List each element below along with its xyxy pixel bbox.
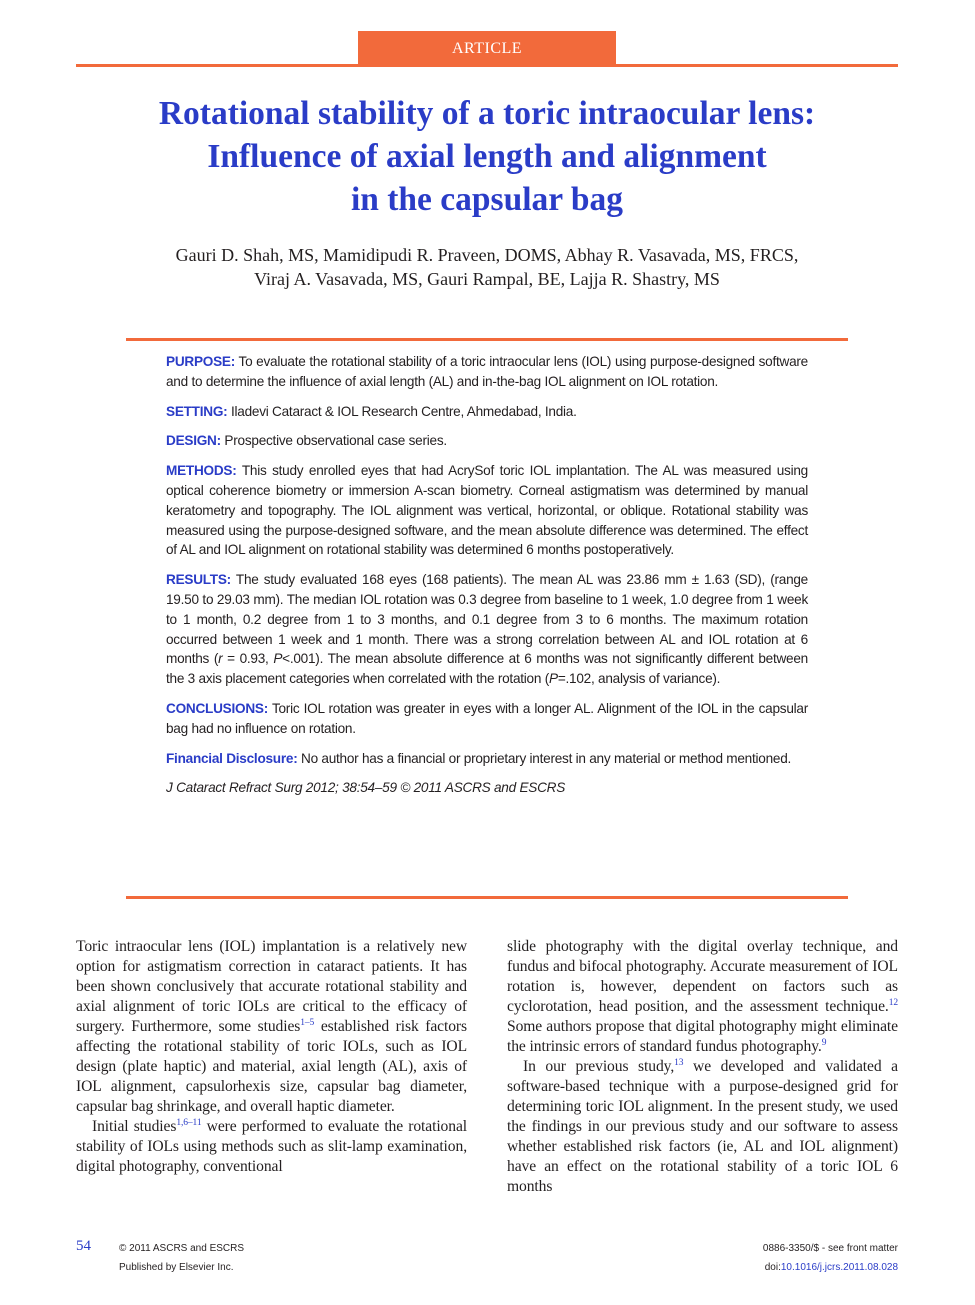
abstract-top-rule — [126, 338, 848, 341]
author-list — [76, 243, 898, 291]
reference-link[interactable]: 9 — [821, 1038, 827, 1048]
body-text: slide photography with the digital overlay technique, and fundus and bifocal photography. Accurate measurement of IOL rotation is, however, dependent on factors such as cyclorotation, head position, and the assessment technique. — [507, 938, 898, 1015]
abstract-citation: J Cataract Refract Surg 2012; 38:54–59 © 2011 ASCRS and ESCRS — [166, 780, 566, 796]
purpose-label: PURPOSE: — [166, 354, 236, 369]
disclosure-label: Financial Disclosure: — [166, 750, 298, 766]
header-rule — [76, 64, 898, 67]
title-line-2: Influence of axial length and alignment — [207, 138, 767, 175]
body-paragraph — [507, 1057, 898, 1197]
body-text: were performed to evaluate the rotational stability of IOLs using methods such as slit-lamp examination, digital photography, conventional — [76, 1118, 467, 1175]
abstract-setting — [166, 402, 808, 422]
abstract-disclosure — [166, 749, 808, 769]
reference-link[interactable]: 13 — [674, 1058, 684, 1068]
setting-label: SETTING: — [166, 403, 228, 419]
disclosure-text: No author has a financial or proprietary interest in any material or method mentioned. — [297, 750, 792, 766]
conclusions-text: Toric IOL rotation was greater in eyes with a longer AL. Alignment of the IOL in the capsular bag had no influence on rotation. — [166, 700, 808, 736]
results-text-4: =.102, analysis of variance). — [557, 671, 721, 687]
results-r-symbol: r — [218, 651, 223, 667]
results-p-symbol: P — [273, 651, 283, 667]
body-paragraph — [507, 937, 898, 1057]
footer-copyright: © 2011 ASCRS and ESCRS — [119, 1243, 245, 1254]
abstract-bottom-rule — [126, 896, 848, 899]
reference-link[interactable]: 12 — [888, 998, 898, 1008]
footer-publisher: Published by Elsevier Inc. — [119, 1262, 234, 1273]
body-text: Toric intraocular lens (IOL) implantation is a relatively new option for astigmatism correction in cataract patients. It has been shown conclusively that accurate rotational stability and axial alignment of toric IOLs are critical to the efficacy of surgery. Furthermore, some studies — [76, 938, 467, 1035]
abstract-purpose — [166, 352, 808, 392]
reference-link[interactable]: 1,6–11 — [176, 1118, 202, 1128]
results-label: RESULTS: — [166, 572, 231, 588]
results-p2-symbol: P — [548, 671, 558, 687]
doi-label: doi: — [764, 1262, 781, 1273]
abstract-methods — [166, 461, 808, 560]
authors-line-1: Gauri D. Shah, MS, Mamidipudi R. Praveen, DOMS, Abhay R. Vasavada, MS, FRCS, — [175, 245, 799, 265]
methods-label: METHODS: — [166, 463, 237, 479]
abstract — [166, 352, 808, 808]
article-title — [76, 92, 898, 221]
methods-text: This study enrolled eyes that had AcrySof toric IOL implantation. The AL was measured using optical coherence biometry or immersion A-scan biometry. Corneal astigmatism was determined by manual keratometry and topography. The IOL alignment was vertical, horizontal, or oblique. Rotational stability was measured using the purpose-designed software, and the mean absolute difference was determined. The effect of AL and IOL alignment on rotational stability was determined 6 months postoperatively. — [166, 463, 808, 558]
doi-link[interactable]: 10.1016/j.jcrs.2011.08.028 — [780, 1262, 898, 1273]
footer-issn: 0886-3350/$ - see front matter — [762, 1243, 898, 1254]
title-line-1: Rotational stability of a toric intraocular lens: — [158, 95, 816, 132]
design-text: Prospective observational case series. — [220, 433, 447, 449]
body-column-right — [507, 937, 898, 1197]
abstract-design — [166, 431, 808, 451]
page-number: 54 — [76, 1238, 91, 1254]
setting-text: Iladevi Cataract & IOL Research Centre, Ahmedabad, India. — [227, 403, 577, 419]
results-text-1: The study evaluated 168 eyes (168 patients). The mean AL was 23.86 mm ± 1.63 (SD), (range 19.50 to 29.03 mm). The median IOL rotation was 0.3 degree from baseline to 1 week, 1.0 degree from 1 week to 1 month, 0.2 degree from 1 to 3 months, and 0.1 degree from 3 to 6 months. The maximum rotation occurred between 1 week and 1 month. There was a strong correlation between AL and IOL rotation at 6 months ( — [166, 572, 808, 667]
abstract-conclusions — [166, 699, 808, 739]
body-paragraph — [76, 937, 467, 1117]
purpose-text: To evaluate the rotational stability of a toric intraocular lens (IOL) using purpose-designed software and to determine the influence of axial length (AL) and in-the-bag IOL alignment on IOL rotation. — [166, 354, 808, 389]
body-text: established risk factors affecting the rotational stability of toric IOLs, such as IOL design (plate haptic) and material, axial length (AL), axis of IOL alignment, capsulorhexis size, capsular bag diameter, capsular bag shrinkage, and overall haptic diameter. — [76, 1018, 467, 1115]
reference-link[interactable]: 1–5 — [300, 1018, 315, 1028]
body-column-left — [76, 937, 467, 1177]
abstract-results — [166, 570, 808, 689]
results-text-2: = 0.93, — [222, 651, 274, 667]
title-line-3: in the capsular bag — [350, 181, 624, 218]
body-paragraph — [76, 1117, 467, 1177]
design-label: DESIGN: — [166, 433, 221, 449]
results-text-3: <.001). The mean absolute difference at 6 months was not significantly different between the 3 axis placement categories when correlated with the rotation ( — [166, 651, 808, 687]
footer-doi — [765, 1261, 898, 1275]
authors-line-2: Viraj A. Vasavada, MS, Gauri Rampal, BE, Lajja R. Shastry, MS — [254, 269, 720, 289]
body-text: Some authors propose that digital photography might eliminate the intrinsic errors of standard fundus photography. — [507, 1018, 898, 1055]
body-text: Initial studies — [92, 1118, 177, 1135]
article-type-tag: ARTICLE — [358, 31, 616, 65]
body-text: In our previous study, — [523, 1058, 675, 1075]
conclusions-label: CONCLUSIONS: — [166, 700, 268, 716]
body-text: we developed and validated a software-based technique with a purpose-designed grid for determining toric IOL alignment. In the present study, we used the findings in our previous study and our software to assess whether established risk factors (ie, AL and IOL alignment) have an effect on the rotational stability of a toric IOL 6 months — [507, 1058, 898, 1195]
